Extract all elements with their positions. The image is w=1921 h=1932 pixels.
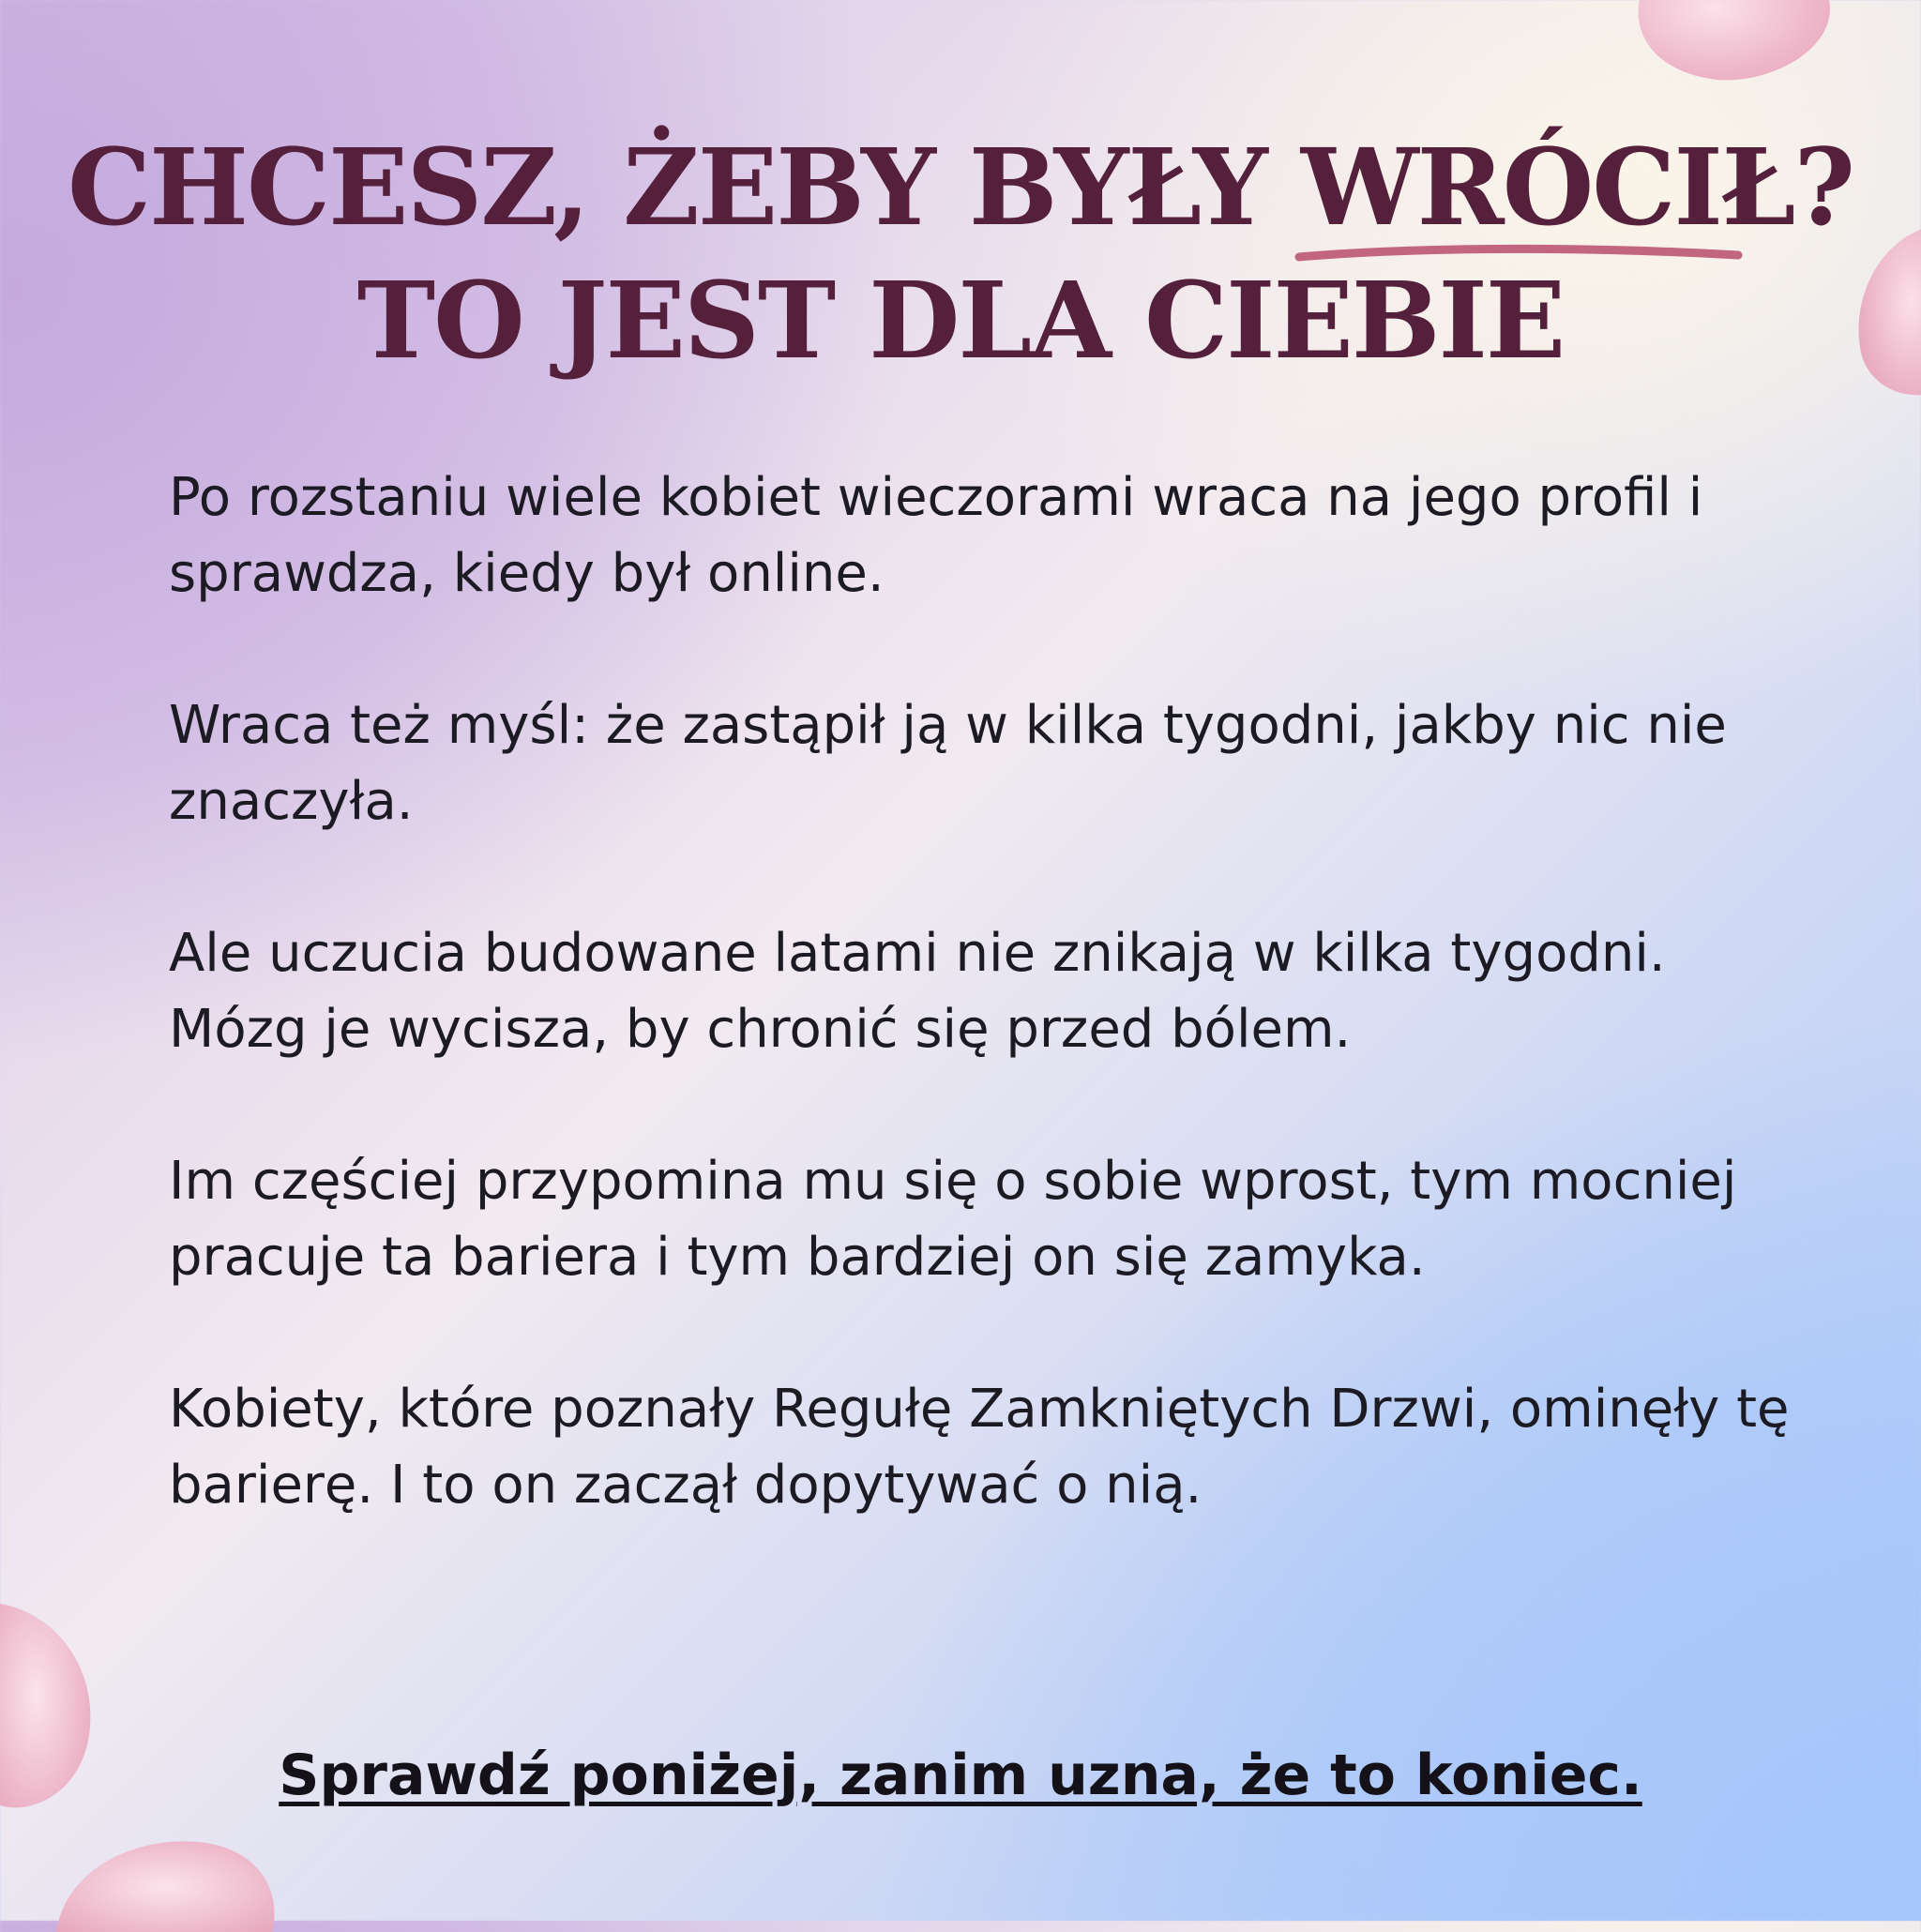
headline-question-mark: ? [1793,127,1853,249]
body-copy [169,460,1820,1599]
headline-highlight-text: WRÓCIŁ [1300,127,1794,249]
rose-petal-bottom-left [38,1829,281,1932]
underline-stroke [1293,240,1744,268]
headline-line-2: TO JEST DLA CIEBIE [356,260,1565,383]
call-to-action: Sprawdź poniżej, zanim uzna, że to koniec. [279,1743,1642,1808]
paragraph-3: Ale uczucia budowane latami nie znikają w kilka tygodni. Mózg je wycisza, by chronić się przed bólem. [169,923,1666,1060]
rose-petal-top-right [1632,0,1838,94]
paragraph-5: Kobiety, które poznały Regułę Zamkniętych Drzwi, ominęły tę barierę. I to on zaczął dopytywać o nią. [169,1379,1790,1516]
headline-highlight-word [1301,122,1793,255]
headline-line-1 [0,122,1921,255]
paragraph-1: Po rozstaniu wiele kobiet wieczorami wraca na jego profil i sprawdza, kiedy był online. [169,467,1703,604]
headline [0,122,1921,388]
paragraph-4: Im częściej przypomina mu się o sobie wprost, tym mocniej pracuje ta bariera i tym bardziej on się zamyka. [169,1151,1737,1288]
headline-text: CHCESZ, ŻEBY BYŁY [68,127,1301,249]
paragraph-2: Wraca też myśl: że zastąpił ją w kilka tygodni, jakby nic nie znaczyła. [169,695,1727,832]
